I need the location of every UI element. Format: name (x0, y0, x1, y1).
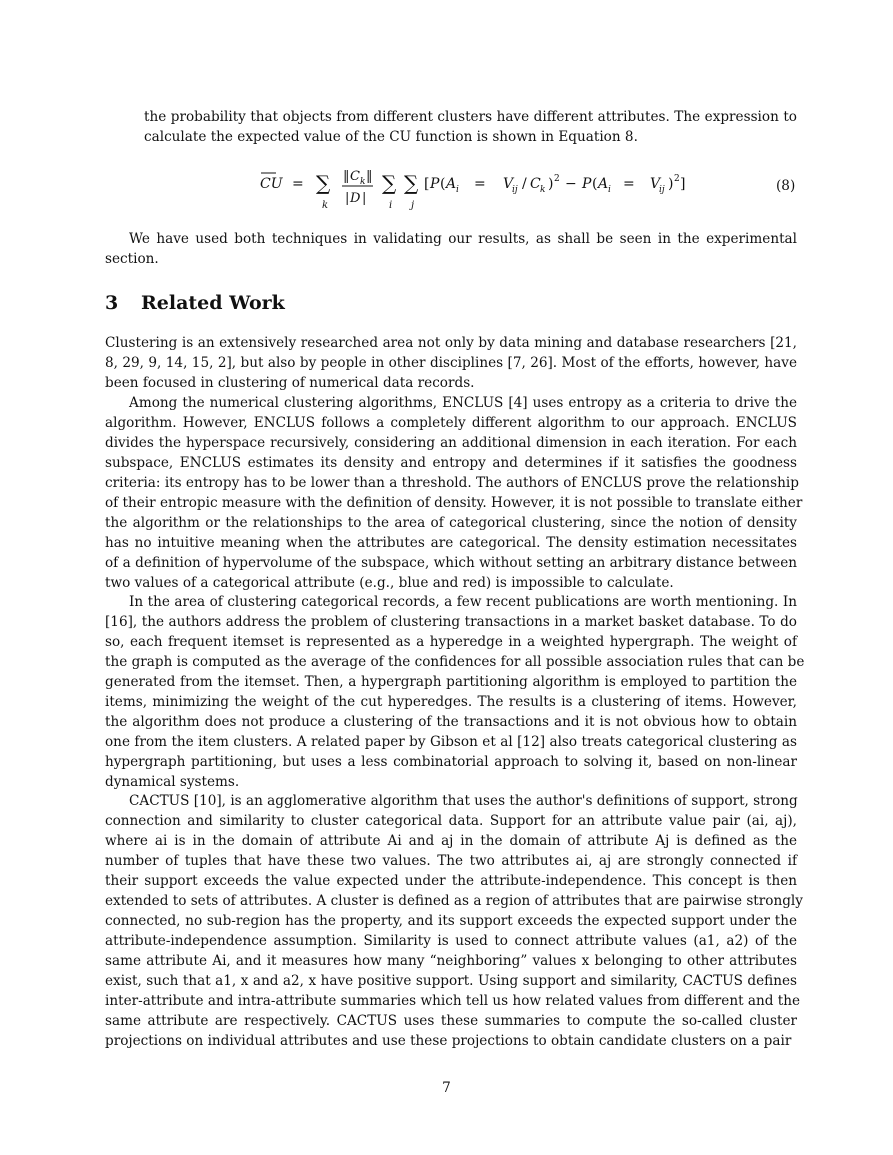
svg-text:/: / (522, 176, 527, 192)
svg-text:k: k (540, 185, 546, 195)
svg-text:=: = (623, 176, 635, 192)
text-line: 8, 29, 9, 14, 15, 2], but also by people in other disciplines [7, 26]. Most of the efforts, however, have (105, 355, 797, 371)
text-line: of a definition of hypervolume of the subspace, which without setting an arbitrary distance between (105, 555, 797, 571)
svg-text:|: | (345, 191, 350, 206)
svg-text:C: C (350, 169, 360, 184)
text-line: the graph is computed as the average of the confidences for all possible association rules that can be (105, 654, 805, 670)
equation-8 (0, 160, 893, 220)
svg-text:A: A (598, 176, 609, 192)
svg-text:V: V (503, 176, 514, 192)
svg-text:(: ( (592, 176, 598, 192)
text-line: Among the numerical clustering algorithms, ENCLUS [4] uses entropy as a criteria to drive the (129, 395, 797, 411)
intro-paragraph (144, 107, 797, 147)
text-line: We have used both techniques in validating our results, as shall be seen in the experimental (129, 231, 797, 247)
svg-text:ij: ij (512, 185, 518, 195)
text-line: their support exceeds the value expected under the attribute-independence. This concept is then (105, 873, 797, 889)
section-number: 3 (105, 292, 119, 314)
svg-text:P: P (430, 176, 440, 192)
svg-text:=: = (474, 176, 486, 192)
svg-text:]: ] (680, 176, 686, 192)
svg-text:k: k (322, 200, 329, 211)
svg-text:k: k (360, 177, 366, 187)
svg-text:2: 2 (674, 174, 680, 184)
text-line: of their entropic measure with the definition of density. However, it is not possible to translate either (105, 495, 803, 511)
text-line: been focused in clustering of numerical data records. (105, 375, 475, 391)
post-equation-paragraph (105, 229, 797, 269)
related-work-paragraph-2 (105, 393, 803, 593)
svg-text:(: ( (440, 176, 446, 192)
svg-text:=: = (292, 176, 304, 192)
related-work-paragraph-3 (105, 592, 805, 792)
text-line: the algorithm or the relationships to the area of categorical clustering, since the notion of density (105, 515, 797, 531)
text-line: connection and similarity to cluster categorical data. Support for an attribute value pair (ai, aj), (105, 813, 797, 829)
svg-text:A: A (446, 176, 457, 192)
section-heading (105, 292, 285, 314)
svg-text:i: i (608, 185, 611, 195)
svg-text:V: V (650, 176, 661, 192)
related-work-paragraph-1 (105, 333, 797, 393)
svg-text:D: D (350, 191, 361, 206)
page-number: 7 (442, 1080, 451, 1096)
text-line: algorithm. However, ENCLUS follows a completely different algorithm to our approach. ENCLUS (105, 415, 797, 431)
text-line: criteria: its entropy has to be lower than a threshold. The authors of ENCLUS prove the relationship (105, 475, 799, 491)
svg-text:2: 2 (554, 174, 560, 184)
text-line: In the area of clustering categorical records, a few recent publications are worth mentioning. In (129, 594, 797, 610)
text-line: hypergraph partitioning, but uses a less combinatorial approach to solving it, based on non-linear (105, 754, 797, 770)
text-line: attribute-independence assumption. Similarity is used to connect attribute values (a1, a2) of the (105, 933, 797, 949)
svg-text:−: − (565, 176, 577, 192)
text-line: section. (105, 251, 159, 267)
text-line: calculate the expected value of the CU function is shown in Equation 8. (144, 129, 638, 145)
text-line: CACTUS [10], is an agglomerative algorithm that uses the author's definitions of support, strong (129, 793, 798, 809)
text-line: where ai is in the domain of attribute Ai and aj in the domain of attribute Aj is defined as the (105, 833, 797, 849)
text-line: number of tuples that have these two values. The two attributes ai, aj are strongly connected if (105, 853, 797, 869)
text-line: dynamical systems. (105, 774, 240, 790)
svg-text:∑: ∑ (404, 171, 419, 195)
svg-text:P: P (582, 176, 592, 192)
svg-text:‖: ‖ (343, 169, 350, 184)
svg-text:): ) (668, 176, 674, 192)
text-line: one from the item clusters. A related paper by Gibson et al [12] also treats categorical clustering as (105, 734, 797, 750)
svg-text:i: i (456, 185, 459, 195)
text-line: projections on individual attributes and use these projections to obtain candidate clusters on a pair (105, 1033, 792, 1049)
section-title: Related Work (141, 292, 285, 314)
text-line: has no intuitive meaning when the attributes are categorical. The density estimation necessitates (105, 535, 797, 551)
equation-lhs: CU (260, 176, 283, 192)
text-line: connected, no sub-region has the property, and its support exceeds the expected support under the (105, 913, 797, 929)
text-line: two values of a categorical attribute (e.g., blue and red) is impossible to calculate. (105, 575, 674, 591)
text-line: the probability that objects from different clusters have different attributes. The expression to (144, 109, 797, 125)
svg-text:∑: ∑ (316, 171, 331, 195)
text-line: inter-attribute and intra-attribute summaries which tell us how related values from different and the (105, 993, 801, 1009)
text-line: extended to sets of attributes. A cluster is defined as a region of attributes that are pairwise strongly (105, 893, 803, 909)
text-line: generated from the itemset. Then, a hypergraph partitioning algorithm is employed to partition the (105, 674, 797, 690)
svg-text:i: i (389, 200, 393, 211)
svg-text:C: C (530, 176, 541, 192)
svg-text:[: [ (424, 176, 430, 192)
text-line: Clustering is an extensively researched area not only by data mining and database researchers [21, (105, 335, 797, 351)
text-line: same attribute Ai, and it measures how many “neighboring” values x belonging to other attributes (105, 953, 797, 969)
svg-text:ij: ij (659, 185, 665, 195)
text-line: so, each frequent itemset is represented as a hyperedge in a weighted hypergraph. The weight of (105, 634, 797, 650)
text-line: exist, such that a1, x and a2, x have positive support. Using support and similarity, CACTUS defines (105, 973, 797, 989)
text-line: the algorithm does not produce a clustering of the transactions and it is not obvious how to obtain (105, 714, 797, 730)
text-line: [16], the authors address the problem of clustering transactions in a market basket database. To do (105, 614, 797, 630)
svg-text:j: j (411, 200, 415, 211)
related-work-paragraph-4 (105, 791, 803, 1051)
text-line: divides the hyperspace recursively, considering an additional dimension in each iteration. For each (105, 435, 797, 451)
svg-text:∑: ∑ (382, 171, 397, 195)
text-line: same attribute are respectively. CACTUS uses these summaries to compute the so-called cluster (105, 1013, 797, 1029)
svg-text:|: | (362, 191, 367, 206)
text-line: subspace, ENCLUS estimates its density and entropy and determines if it satisfies the goodness (105, 455, 797, 471)
svg-text:‖: ‖ (366, 169, 373, 184)
equation-number: (8) (776, 178, 796, 194)
svg-text:): ) (548, 176, 554, 192)
text-line: items, minimizing the weight of the cut hyperedges. The results is a clustering of items. However, (105, 694, 797, 710)
